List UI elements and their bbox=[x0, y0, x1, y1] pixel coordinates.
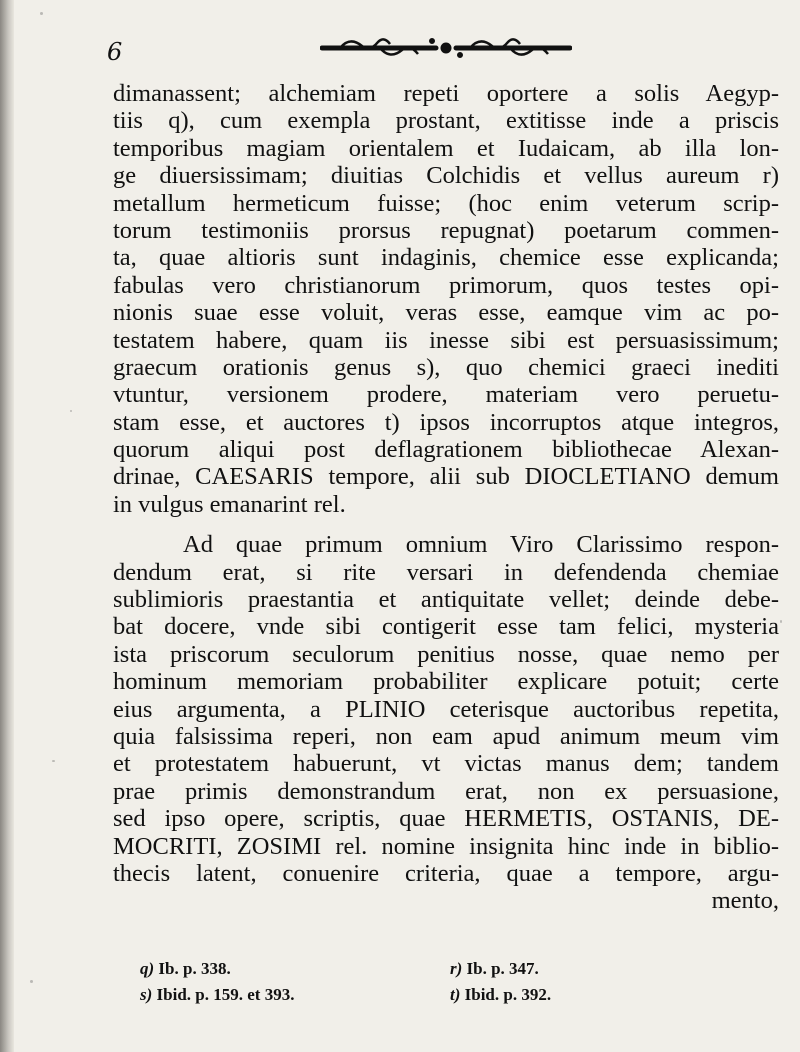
text-line: quia falsissima reperi, non eam apud animum meum vim bbox=[113, 722, 779, 750]
text-line: dimanassent; alchemiam repeti oportere a solis Aegyp- bbox=[113, 80, 779, 107]
text-line: MOCRITI, ZOSIMI rel. nomine insignita hinc inde in biblio- bbox=[113, 832, 779, 860]
footnote-text: Ib. p. 338. bbox=[158, 959, 231, 978]
text-line: eius argumenta, a PLINIO ceterisque auctoribus repetita, bbox=[113, 695, 779, 723]
text-line: hominum memoriam probabiliter explicare potuit; certe bbox=[113, 668, 779, 696]
paper-speck bbox=[780, 620, 782, 623]
paper-speck bbox=[70, 410, 72, 412]
text-line: in vulgus emanarint rel. bbox=[113, 490, 346, 518]
footnote-text: Ib. p. 347. bbox=[466, 959, 539, 978]
header-ornament bbox=[320, 33, 572, 63]
footnote-mark: q) bbox=[140, 959, 155, 978]
paragraph-break bbox=[113, 518, 779, 531]
text-line: vtuntur, versionem prodere, materiam vero peruetu- bbox=[113, 381, 779, 409]
text-line: temporibus magiam orientalem et Iudaicam, ab illa lon- bbox=[113, 134, 779, 162]
text-line: torum testimoniis prorsus repugnat) poetarum commen- bbox=[113, 216, 779, 244]
paper-speck bbox=[40, 12, 43, 15]
book-gutter bbox=[0, 0, 14, 1052]
footnote-text: Ibid. p. 392. bbox=[464, 985, 552, 1004]
paper-speck bbox=[30, 980, 33, 983]
text-line: stam esse, et auctores t) ipsos incorruptos atque integros, bbox=[113, 408, 779, 436]
text-line: metallum hermeticum fuisse; (hoc enim veterum scrip- bbox=[113, 189, 779, 217]
text-line: dendum erat, si rite versari in defendenda chemiae bbox=[113, 558, 779, 586]
text-line: et protestatem habuerunt, vt victas manus dem; tandem bbox=[113, 750, 779, 778]
footnote bbox=[450, 982, 760, 1008]
paper-speck bbox=[52, 760, 55, 762]
text-line: tiis q), cum exempla prostant, extitisse inde a priscis bbox=[113, 107, 779, 135]
footnote-text: Ibid. p. 159. et 393. bbox=[156, 985, 295, 1004]
text-line: nionis suae esse voluit, veras esse, eamque vim ac po- bbox=[113, 299, 779, 327]
footnote-mark: r) bbox=[450, 959, 463, 978]
page-number: 6 bbox=[107, 38, 123, 66]
text-line: bat docere, vnde sibi contigerit esse tam felici, mysteria bbox=[113, 613, 779, 641]
text-line: sublimioris praestantia et antiquitate vellet; deinde debe- bbox=[113, 586, 779, 614]
footnote-row bbox=[140, 982, 760, 1008]
footnote-mark: s) bbox=[140, 985, 153, 1004]
text-line: prae primis demonstrandum erat, non ex persuasione, bbox=[113, 777, 779, 805]
text-line: quorum aliqui post deflagrationem bibliothecae Alexan- bbox=[113, 436, 779, 464]
body-text bbox=[113, 80, 779, 915]
text-line: fabulas vero christianorum primorum, quos testes opi- bbox=[113, 271, 779, 299]
footnote-mark: t) bbox=[450, 985, 461, 1004]
text-line: graecum orationis genus s), quo chemici graeci inediti bbox=[113, 353, 779, 381]
text-line: drinae, CAESARIS tempore, alii sub DIOCLETIANO demum bbox=[113, 463, 779, 491]
text-line: ista priscorum seculorum penitius nosse, quae nemo per bbox=[113, 640, 779, 668]
text-line: ta, quae altioris sunt indaginis, chemice esse explicanda; bbox=[113, 244, 779, 272]
footnote bbox=[450, 956, 760, 982]
text-line: sed ipso opere, scriptis, quae HERMETIS, OSTANIS, DE- bbox=[113, 805, 779, 833]
footnote-row bbox=[140, 956, 760, 982]
text-line: ge diuersissimam; diuitias Colchidis et vellus aureum r) bbox=[113, 162, 779, 190]
catchword: mento, bbox=[711, 887, 779, 915]
footnotes bbox=[140, 956, 760, 1008]
footnote bbox=[140, 982, 450, 1008]
text-line: testatem habere, quam iis inesse sibi est persuasissimum; bbox=[113, 326, 779, 354]
text-line: Ad quae primum omnium Viro Clarissimo respon- bbox=[183, 531, 779, 559]
text-line: thecis latent, conuenire criteria, quae a tempore, argu- bbox=[113, 859, 779, 887]
footnote bbox=[140, 956, 450, 982]
